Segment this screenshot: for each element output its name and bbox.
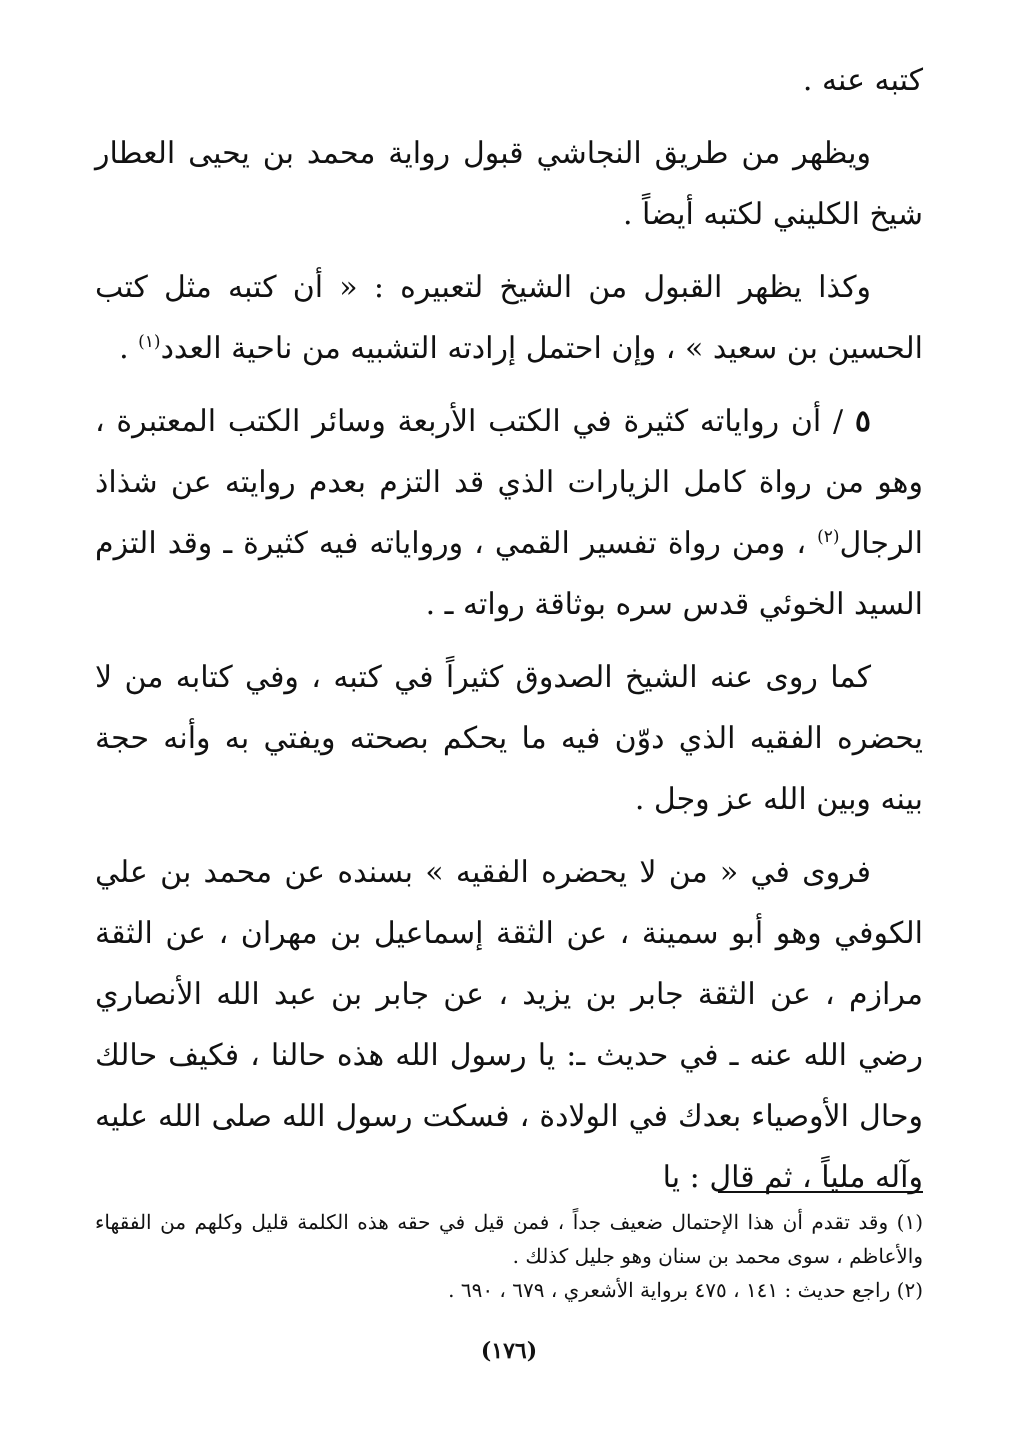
item-number: ٥ <box>854 404 871 439</box>
footnote-ref-1[interactable]: (١) <box>138 332 161 352</box>
paragraph-4-text: / أن رواياته كثيرة في الكتب الأربعة وسائر الكتب المعتبرة ، وهو من رواة كامل الزيارات الذي قد التزم بعدم روايته عن شذاذ الرجال <box>95 404 923 561</box>
main-text <box>95 50 923 1208</box>
paragraph-2-text: ويظهر من طريق النجاشي قبول رواية محمد بن يحيى العطار شيخ الكليني لكتبه أيضاً . <box>95 136 923 232</box>
paragraph-4 <box>95 391 923 635</box>
paragraph-3-text: وكذا يظهر القبول من الشيخ لتعبيره : « أن كتبه مثل كتب الحسين بن سعيد » ، وإن احتمل إرادته التشبيه من ناحية العدد <box>95 270 923 366</box>
footnote-1: (١) وقد تقدم أن هذا الإحتمال ضعيف جداً ، فمن قيل في حقه هذه الكلمة قليل وكلهم من الفقهاء والأعاظم ، سوى محمد بن سنان وهو جليل كذلك . <box>95 1210 923 1268</box>
paragraph-5 <box>95 647 923 830</box>
footnote-divider <box>718 1191 923 1193</box>
footnotes-section <box>95 1205 923 1307</box>
paragraph-4-end: ، ومن رواة تفسير القمي ، ورواياته فيه كثيرة ـ وقد التزم السيد الخوئي قدس سره بوثاقة رواته ـ . <box>95 526 923 622</box>
paragraph-5-text: كما روى عنه الشيخ الصدوق كثيراً في كتبه ، وفي كتابه من لا يحضره الفقيه الذي دوّن فيه ما يحكم بصحته ويفتي به وأنه حجة بينه وبين الله عز وجل . <box>95 660 923 817</box>
paragraph-6 <box>95 842 923 1208</box>
paragraph-3 <box>95 257 923 379</box>
book-page <box>95 50 923 1390</box>
paragraph-1: كتبه عنه . <box>802 63 923 98</box>
paragraph-3-end: . <box>119 331 139 366</box>
footnote-ref-2[interactable]: (٢) <box>817 527 840 547</box>
footnote-2: (٢) راجع حديث : ١٤١ ، ٤٧٥ برواية الأشعري ، ٦٧٩ ، ٦٩٠ . <box>448 1278 923 1302</box>
paragraph-6-text: فروى في « من لا يحضره الفقيه » بسنده عن محمد بن علي الكوفي وهو أبو سمينة ، عن الثقة إسماعيل بن مهران ، عن الثقة مرازم ، عن الثقة جابر بن يزيد ، عن جابر بن عبد الله الأنصاري رضي الله عنه ـ في حديث ـ: يا رسول الله هذه حالنا ، فكيف حالك وحال الأوصياء بعدك في الولادة ، فسكت رسول الله صلى الله عليه وآله ملياً ، ثم قال : يا <box>95 855 923 1195</box>
paragraph-2 <box>95 123 923 245</box>
page-number: (١٧٦) <box>480 1338 538 1364</box>
